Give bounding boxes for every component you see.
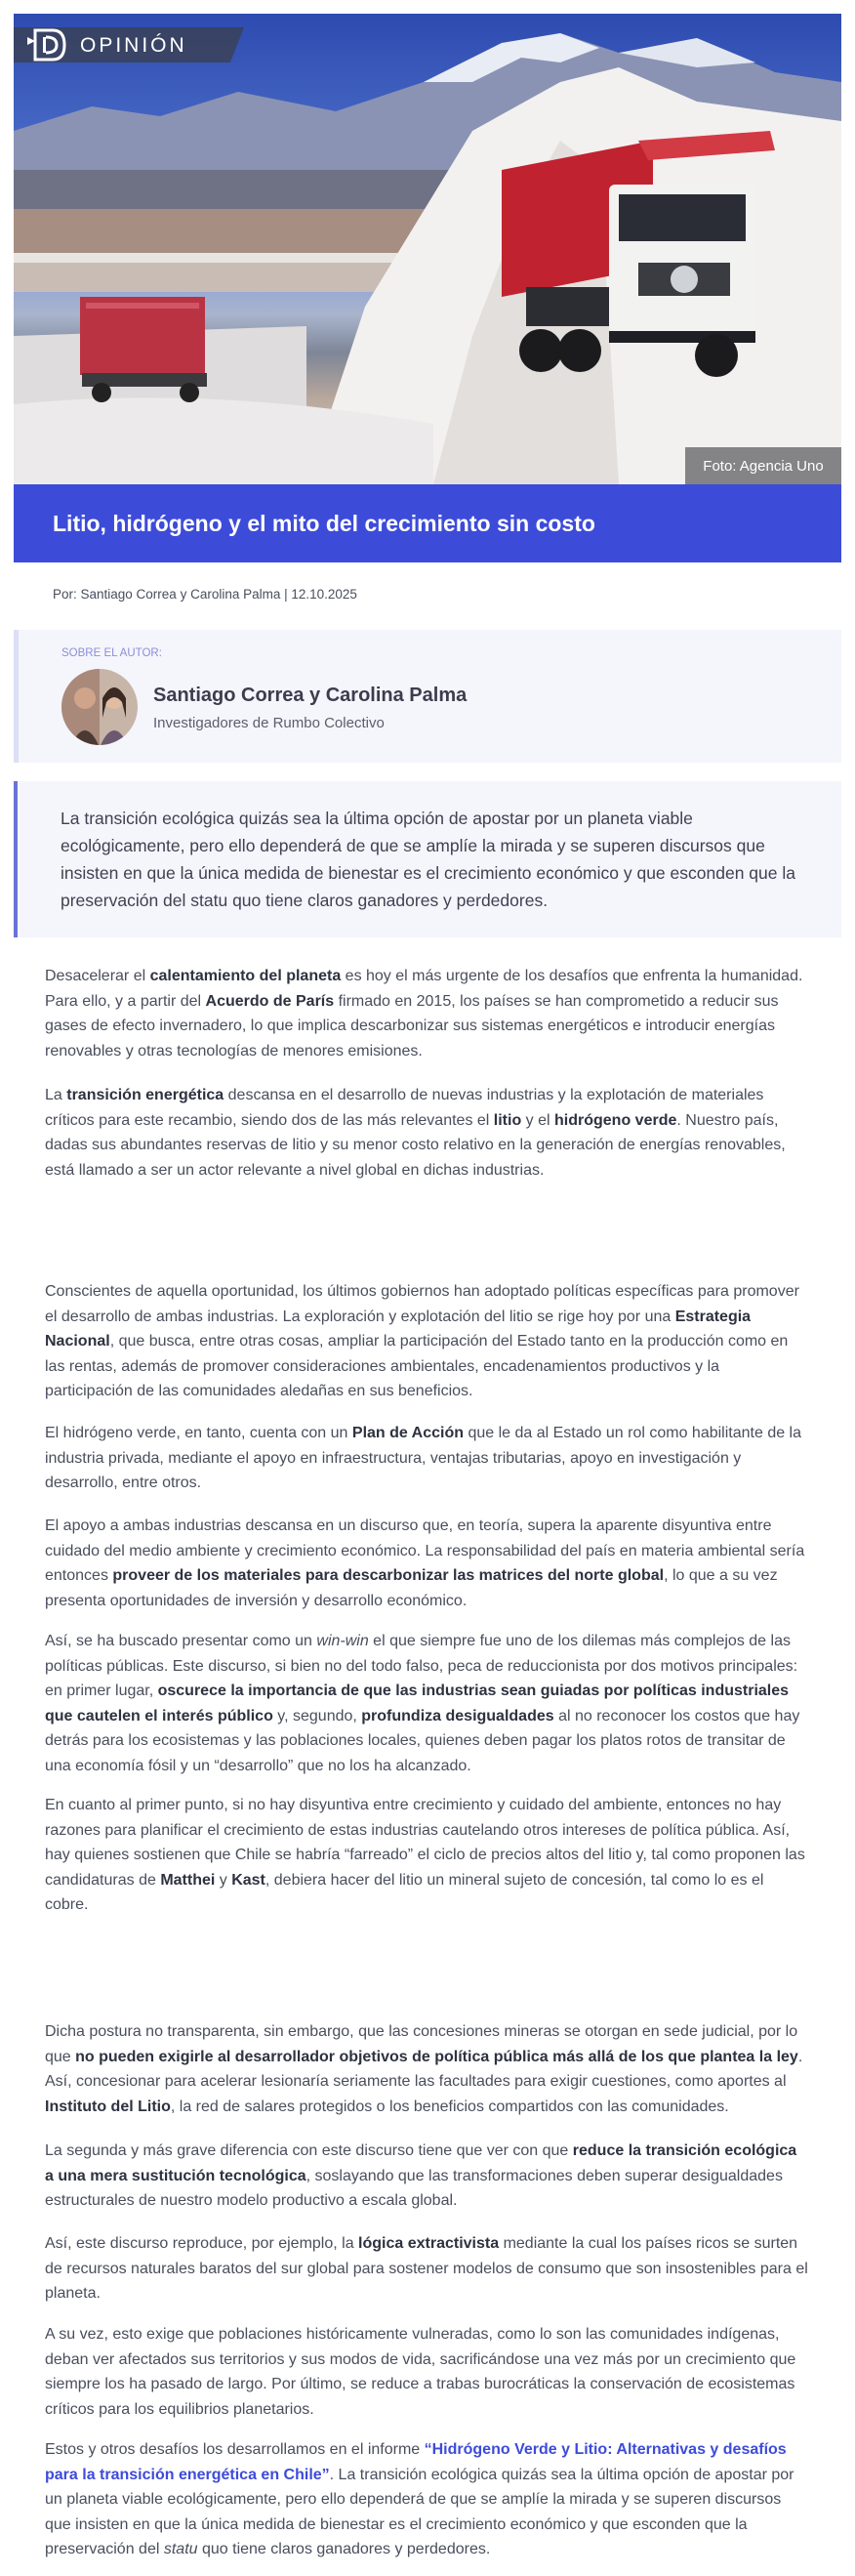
emphasis-text: hidrógeno verde	[554, 1111, 677, 1129]
text-run: , debiera hacer del litio un mineral sujeto de concesión, tal como lo es el cobre.	[45, 1871, 764, 1913]
text-run: y el	[521, 1111, 555, 1129]
text-run: El hidrógeno verde, en tanto, cuenta con un	[45, 1425, 352, 1441]
text-run: y, segundo,	[272, 1707, 362, 1724]
pull-quote	[14, 781, 841, 937]
emphasis-text: proveer de los materiales para descarbonizar las matrices del norte global	[112, 1567, 665, 1584]
text-run: es hoy el más urgente de los desafíos que enfrenta la humanidad. Para ello, y a partir del	[45, 968, 803, 1010]
avatar	[61, 669, 138, 745]
emphasis-text: reduce la transición ecológica a una mera sustitución tecnológica	[45, 2142, 797, 2184]
emphasis-text: Matthei	[160, 1871, 216, 1889]
text-run: que le da al Estado un rol como habilitante de la industria privada, mediante el apoyo en infraestructura, ventajas tributarias, apoyo en investigación y desarrollo, entre otros.	[45, 1425, 802, 1491]
emphasis-text: no pueden exigirle al desarrollador objetivos de política pública más allá de los que plantea la ley	[75, 2048, 798, 2065]
italic-text: win-win	[316, 1633, 369, 1649]
article-title: Litio, hidrógeno y el mito del crecimiento sin costo	[53, 510, 595, 536]
text-run: el que siempre fue uno de los dilemas más complejos de las políticas públicas. Este discurso, si bien no del todo falso, peca de reduccionista por dos motivos principales: en primer lugar,	[45, 1633, 798, 1699]
article-paragraph	[45, 2437, 808, 2562]
section-label[interactable]: OPINIÓN	[80, 34, 187, 57]
emphasis-text: calentamiento del planeta	[149, 968, 342, 984]
text-run: quo tiene claros ganadores y perdedores.	[197, 2541, 491, 2557]
text-run: En cuanto al primer punto, si no hay disyuntiva entre crecimiento y cuidado del ambiente, entonces no hay razones para planificar el crecimiento de estas industrias cautelando otros intereses de política pública. Así, hay quienes sostienen que Chile se habría “farreado” el ciclo de precios altos del litio y, tal como proponen las candidaturas de	[45, 1797, 805, 1889]
text-run: La	[45, 1087, 67, 1103]
text-run: . La transición ecológica quizás sea la última opción de apostar por un planeta viable ecológicamente, pero ello dependerá de que se amplíe la mirada y se superen discursos que insisten en que la única medida de bienestar es el crecimiento económico y que esconden que la preservación del	[45, 2466, 794, 2557]
article-paragraph	[45, 1421, 808, 1496]
author-box	[14, 630, 841, 763]
article-paragraph	[45, 2019, 808, 2119]
text-run: firmado en 2015, los países se han comprometido a reducir sus gases de efecto invernadero, lo que implica descarbonizar sus sistemas energéticos e introducir energías renovables y otras tecnologías de menores emisiones.	[45, 992, 779, 1059]
text-run: Así, se ha buscado presentar como un	[45, 1633, 317, 1649]
article-paragraph	[45, 1083, 808, 1183]
author-name[interactable]: Santiago Correa y Carolina Palma	[153, 685, 468, 706]
article-paragraph	[45, 1279, 808, 1404]
author-role: Investigadores de Rumbo Colectivo	[153, 715, 385, 731]
emphasis-text: Plan de Acción	[351, 1425, 464, 1441]
article-byline: Por: Santiago Correa y Carolina Palma | 12.10.2025	[53, 587, 357, 602]
emphasis-text: oscurece la importancia de que las industrias sean guiadas por políticas industriales que cautelen el interés público	[45, 1683, 790, 1724]
emphasis-text: Estrategia Nacional	[45, 1308, 752, 1350]
text-run: , la red de salares protegidos o los beneficios compartidos con las comunidades.	[170, 2098, 729, 2115]
pull-quote-text: La transición ecológica quizás sea la última opción de apostar por un planeta viable ecológicamente, pero ello dependerá de que se amplíe la mirada y se superen discursos que insisten en que la única medida de bienestar es el crecimiento económico y que esconden que la preservación del statu quo tiene claros ganadores y perdedores.	[61, 809, 795, 910]
emphasis-text: transición energética	[66, 1087, 224, 1103]
emphasis-text: Instituto del Litio	[45, 2098, 171, 2115]
emphasis-text: Kast	[231, 1871, 265, 1889]
text-run: . Nuestro país, dadas sus abundantes reservas de litio y su menor costo relativo en la generación de energías renovables, está llamado a ser un actor relevante a nivel global en dichas industrias.	[45, 1111, 786, 1179]
text-run: , que busca, entre otras cosas, ampliar la participación del Estado tanto en la producción como en las rentas, además de promover consideraciones ambientales, encadenamientos productivos y la participación de las comunidades aledañas en sus beneficios.	[45, 1333, 789, 1399]
text-run: El apoyo a ambas industrias descansa en un discurso que, en teoría, supera la aparente disyuntiva entre cuidado del medio ambiente y crecimiento económico. La responsabilidad del país en materia ambiental sería entonces	[45, 1517, 805, 1584]
emphasis-text: lógica extractivista	[358, 2235, 500, 2252]
article-paragraph	[45, 964, 808, 1063]
article-paragraph	[45, 2139, 808, 2214]
article-paragraph	[45, 1629, 808, 1778]
text-run: Así, este discurso reproduce, por ejemplo, la	[45, 2235, 359, 2252]
article-paragraph	[45, 2322, 808, 2422]
text-run: y	[215, 1871, 232, 1889]
salt-flat-scene	[14, 14, 841, 484]
text-run: , lo que a su vez presenta oportunidades de inversión y desarrollo económico.	[45, 1567, 778, 1609]
text-run: Desacelerar el	[45, 968, 150, 984]
text-run: , soslayando que las transformaciones deben superar desigualdades estructurales de nuestro modelo productivo a escala global.	[45, 2167, 783, 2209]
emphasis-text: litio	[493, 1111, 522, 1129]
article-paragraph	[45, 1514, 808, 1613]
author-heading: SOBRE EL AUTOR:	[61, 647, 162, 659]
report-link[interactable]: “Hidrógeno Verde y Litio: Alternativas y desafíos para la transición energética en Chile”	[45, 2441, 787, 2483]
text-run: . Así, concesionar para acelerar lesionaría seriamente las facultades para exigir cuestiones, como aportes al	[45, 2048, 803, 2090]
article-paragraph	[45, 2231, 808, 2306]
article-paragraph	[45, 1793, 808, 1918]
article-title-bar	[14, 484, 841, 562]
text-run: descansa en el desarrollo de nuevas industrias y la explotación de materiales críticos para este recambio, siendo dos de las más relevantes el	[45, 1087, 764, 1129]
text-run: Dicha postura no transparenta, sin embargo, que las concesiones mineras se otorgan en sede judicial, por lo que	[45, 2023, 798, 2065]
text-run: La segunda y más grave diferencia con este discurso tiene que ver con que	[45, 2142, 573, 2159]
text-run: A su vez, esto exige que poblaciones históricamente vulneradas, como lo son las comunidades indígenas, deban ver afectados sus territorios y sus modos de vida, sacrificándose una vez más por un crecimiento que siempre los ha pasado de largo. Por último, se reduce a trabas burocráticas la conservación de ecosistemas críticos para los equilibrios planetarios.	[45, 2326, 796, 2418]
text-run: Conscientes de aquella oportunidad, los últimos gobiernos han adoptado políticas específicas para promover el desarrollo de ambas industrias. La exploración y explotación del litio se rige hoy por una	[45, 1283, 799, 1325]
text-run: mediante la cual los países ricos se surten de recursos naturales baratos del sur global para sostener modelos de consumo que son insostenibles para el planeta.	[45, 2235, 808, 2302]
emphasis-text: profundiza desigualdades	[361, 1707, 554, 1724]
hero-image	[14, 14, 841, 484]
text-run: al no reconocer los costos que hay detrás para los ecosistemas y las poblaciones locales, quienes deben pagar los platos rotos de transitar de una economía fósil y un “desarrollo” que no los ha alcanzado.	[45, 1707, 800, 1774]
photo-credit: Foto: Agencia Uno	[685, 447, 841, 484]
emphasis-text: Acuerdo de París	[205, 992, 335, 1010]
italic-text: statu	[163, 2541, 198, 2557]
text-run: Estos y otros desafíos los desarrollamos en el informe	[45, 2441, 425, 2458]
